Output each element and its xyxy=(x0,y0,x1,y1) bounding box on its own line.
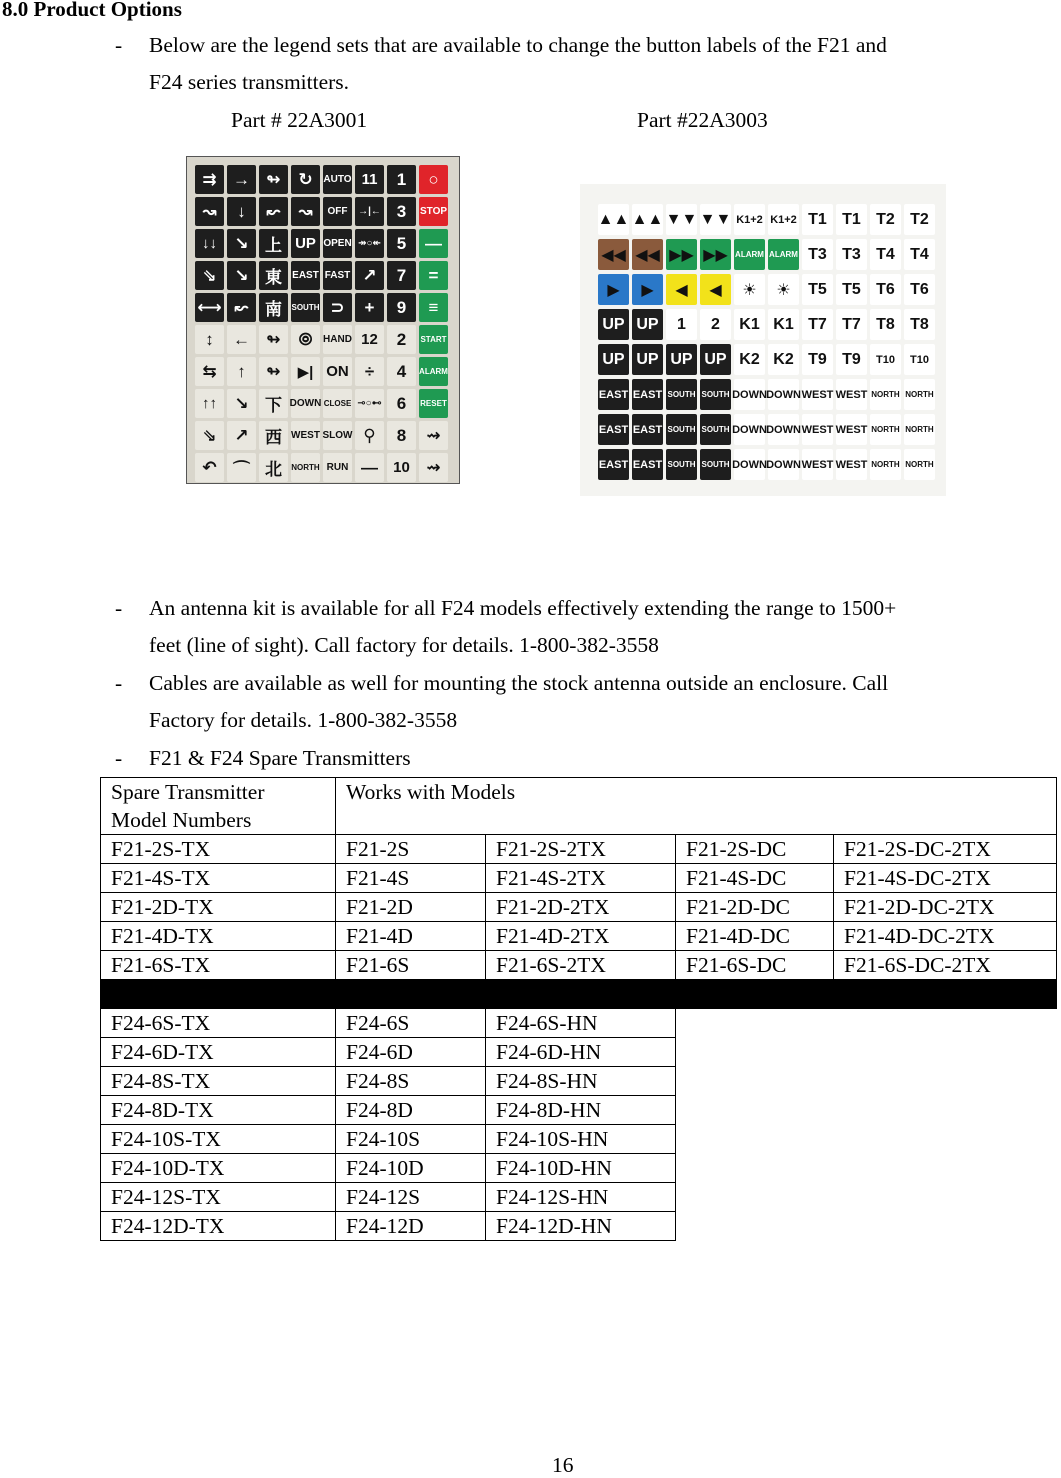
legend-key: ↓↓ xyxy=(195,229,224,258)
legend-key: ▲▲ xyxy=(632,204,663,235)
legend-key: ↘ xyxy=(227,389,256,418)
legend-key: T5 xyxy=(836,274,867,305)
table-cell: F24-8D-TX xyxy=(101,1096,336,1125)
legend-key: ⊃ xyxy=(323,293,352,322)
legend-key: ▼▼ xyxy=(666,204,697,235)
legend-key: ◀ xyxy=(700,274,731,305)
table-row xyxy=(101,893,1057,922)
legend-key: 8 xyxy=(387,421,416,450)
legend-key: EAST xyxy=(632,414,663,445)
table-cell: F24-10S-TX xyxy=(101,1125,336,1154)
legend-key: ALARM xyxy=(768,239,799,270)
legend-key: UP xyxy=(632,309,663,340)
table-separator-row xyxy=(101,980,1057,1009)
table-empty-cell xyxy=(676,1183,1057,1212)
table-row xyxy=(101,1009,1057,1038)
legend-key: T1 xyxy=(802,204,833,235)
table-row xyxy=(101,1125,1057,1154)
table-cell: F24-12S-TX xyxy=(101,1183,336,1212)
legend-key: UP xyxy=(700,344,731,375)
legend-key: ↜ xyxy=(227,293,256,322)
table-empty-cell xyxy=(676,1067,1057,1096)
table-cell: F21-4S-TX xyxy=(101,864,336,893)
table-cell: F21-6S xyxy=(336,951,486,980)
legend-key: FAST xyxy=(323,261,352,290)
part-label-right: Part #22A3003 xyxy=(637,108,768,132)
legend-key: RESET xyxy=(419,389,448,418)
legend-key: ⇆ xyxy=(195,357,224,386)
section-heading: 8.0 Product Options xyxy=(2,0,182,21)
bullet-text-line2: F24 series transmitters. xyxy=(149,70,350,94)
legend-sheet-22A3003 xyxy=(580,184,946,496)
table-cell: F24-6S xyxy=(336,1009,486,1038)
table-cell: F21-2D xyxy=(336,893,486,922)
legend-key: UP xyxy=(666,344,697,375)
legend-key: K1+2 xyxy=(768,204,799,235)
table-cell: F21-2S-DC-2TX xyxy=(834,835,1057,864)
legend-key: T4 xyxy=(870,239,901,270)
legend-key: T3 xyxy=(836,239,867,270)
legend-key: T3 xyxy=(802,239,833,270)
table-empty-cell xyxy=(676,1009,1057,1038)
legend-key: ↻ xyxy=(291,165,320,194)
legend-key: T10 xyxy=(904,344,935,375)
legend-key: EAST xyxy=(632,449,663,480)
legend-key: OFF xyxy=(323,197,352,226)
legend-key: 1 xyxy=(387,165,416,194)
legend-key: UP xyxy=(598,309,629,340)
legend-key: 11 xyxy=(355,165,384,194)
legend-key: ◀◀ xyxy=(598,239,629,270)
legend-key: ALARM xyxy=(734,239,765,270)
table-cell: F24-10S xyxy=(336,1125,486,1154)
legend-key: 4 xyxy=(387,357,416,386)
legend-key: DOWN xyxy=(768,379,799,410)
page-number: 16 xyxy=(552,1453,574,1477)
legend-key: ON xyxy=(323,357,352,386)
table-cell: F21-4D-2TX xyxy=(486,922,676,951)
table-cell: F24-12S xyxy=(336,1183,486,1212)
legend-key: → xyxy=(227,165,256,194)
legend-key: ← xyxy=(227,325,256,354)
legend-key: AUTO xyxy=(323,165,352,194)
legend-key: SOUTH xyxy=(700,414,731,445)
legend-key: EAST xyxy=(598,414,629,445)
legend-key: DOWN xyxy=(734,379,765,410)
legend-key: 下 xyxy=(259,389,288,418)
bullet-text: F21 & F24 Spare Transmitters xyxy=(149,746,411,770)
bullet-text: feet (line of sight). Call factory for details. 1-800-382-3558 xyxy=(149,633,659,657)
legend-key: ▶▶ xyxy=(700,239,731,270)
table-cell: F24-6S-TX xyxy=(101,1009,336,1038)
legend-key: UP xyxy=(632,344,663,375)
legend-key: T7 xyxy=(836,309,867,340)
table-row xyxy=(101,1038,1057,1067)
table-cell: F24-12S-HN xyxy=(486,1183,676,1212)
legend-key: NORTH xyxy=(870,379,901,410)
legend-key: 南 xyxy=(259,293,288,322)
legend-key: ↜ xyxy=(259,197,288,226)
legend-key: SOUTH xyxy=(700,449,731,480)
table-cell: F21-4D-TX xyxy=(101,922,336,951)
table-cell: F21-4D xyxy=(336,922,486,951)
header-works-with-models: Works with Models xyxy=(336,778,1057,835)
legend-key: WEST xyxy=(802,414,833,445)
legend-key: ▶▶ xyxy=(666,239,697,270)
legend-key: ☀ xyxy=(734,274,765,305)
table-cell: F24-10D-HN xyxy=(486,1154,676,1183)
legend-key: UP xyxy=(291,229,320,258)
legend-key: T2 xyxy=(904,204,935,235)
table-cell: F21-4D-DC-2TX xyxy=(834,922,1057,951)
table-cell: F24-12D xyxy=(336,1212,486,1241)
legend-key: T5 xyxy=(802,274,833,305)
legend-key: NORTH xyxy=(870,414,901,445)
legend-key: K1 xyxy=(734,309,765,340)
table-cell: F21-2D-DC xyxy=(676,893,834,922)
bullet-dash: - xyxy=(115,671,123,695)
legend-key: ○ xyxy=(419,165,448,194)
legend-key: ↝ xyxy=(195,197,224,226)
table-cell: F24-6D-HN xyxy=(486,1038,676,1067)
legend-key: K1+2 xyxy=(734,204,765,235)
legend-key: + xyxy=(355,293,384,322)
legend-key: T10 xyxy=(870,344,901,375)
legend-key: STOP xyxy=(419,197,448,226)
legend-key: ↝ xyxy=(291,197,320,226)
legend-key: 北 xyxy=(259,453,288,482)
table-cell: F24-8S-TX xyxy=(101,1067,336,1096)
table-row xyxy=(101,1067,1057,1096)
table-row xyxy=(101,951,1057,980)
legend-key: ◀ xyxy=(666,274,697,305)
legend-key: NORTH xyxy=(904,414,935,445)
legend-key: 1 xyxy=(666,309,697,340)
legend-key: T8 xyxy=(870,309,901,340)
legend-key: 2 xyxy=(387,325,416,354)
table-cell: F21-2S xyxy=(336,835,486,864)
table-row xyxy=(101,1154,1057,1183)
legend-key: K2 xyxy=(768,344,799,375)
legend-key: SOUTH xyxy=(700,379,731,410)
legend-key: ▶ xyxy=(632,274,663,305)
table-row xyxy=(101,1096,1057,1125)
table-row xyxy=(101,1212,1057,1241)
legend-sheet-22A3001 xyxy=(186,156,460,484)
table-cell: F21-2S-2TX xyxy=(486,835,676,864)
legend-key: ⇘ xyxy=(195,261,224,290)
legend-key: 9 xyxy=(387,293,416,322)
legend-key: ≡ xyxy=(419,293,448,322)
legend-key: ↓ xyxy=(227,197,256,226)
legend-key: DOWN xyxy=(768,414,799,445)
table-cell: F21-2D-2TX xyxy=(486,893,676,922)
table-cell: F24-8S xyxy=(336,1067,486,1096)
bullet-dash: - xyxy=(115,596,123,620)
legend-key: ▲▲ xyxy=(598,204,629,235)
table-cell: F24-6D-TX xyxy=(101,1038,336,1067)
legend-key: ▼▼ xyxy=(700,204,731,235)
legend-key: ↬ xyxy=(259,357,288,386)
legend-key: T4 xyxy=(904,239,935,270)
legend-key: EAST xyxy=(291,261,320,290)
legend-key: ↶ xyxy=(195,453,224,482)
spare-transmitter-table xyxy=(100,777,1057,1241)
legend-key: K1 xyxy=(768,309,799,340)
legend-key: ⚲ xyxy=(355,421,384,450)
table-empty-cell xyxy=(676,1038,1057,1067)
legend-key: 上 xyxy=(259,229,288,258)
intro-bullet xyxy=(0,27,1061,101)
table-empty-cell xyxy=(676,1154,1057,1183)
legend-key: SLOW xyxy=(323,421,352,450)
bullet-text: Factory for details. 1-800-382-3558 xyxy=(149,708,458,732)
part-label-left: Part # 22A3001 xyxy=(231,108,368,132)
legend-key: 12 xyxy=(355,325,384,354)
header-spare-transmitter: Spare Transmitter Model Numbers xyxy=(101,778,336,835)
legend-key: UP xyxy=(598,344,629,375)
table-row xyxy=(101,864,1057,893)
bullet-text: An antenna kit is available for all F24 models effectively extending the range to 1500+ xyxy=(149,596,897,620)
table-cell: F21-2D-TX xyxy=(101,893,336,922)
table-cell: F24-12D-HN xyxy=(486,1212,676,1241)
legend-key: HAND xyxy=(323,325,352,354)
legend-key: T6 xyxy=(904,274,935,305)
legend-key: 6 xyxy=(387,389,416,418)
legend-key: ▶ xyxy=(598,274,629,305)
legend-key: ↗ xyxy=(227,421,256,450)
legend-key: SOUTH xyxy=(666,379,697,410)
table-empty-cell xyxy=(676,1212,1057,1241)
legend-key: 7 xyxy=(387,261,416,290)
table-cell: F24-10S-HN xyxy=(486,1125,676,1154)
table-cell: F24-12D-TX xyxy=(101,1212,336,1241)
table-empty-cell xyxy=(676,1125,1057,1154)
legend-key: = xyxy=(419,261,448,290)
table-separator-cell xyxy=(101,980,1057,1009)
legend-key: WEST xyxy=(836,449,867,480)
legend-key: — xyxy=(355,453,384,482)
table-cell: F21-6S-2TX xyxy=(486,951,676,980)
legend-key: 5 xyxy=(387,229,416,258)
legend-key: 3 xyxy=(387,197,416,226)
legend-key: T1 xyxy=(836,204,867,235)
legend-key: WEST xyxy=(802,379,833,410)
legend-key: OPEN xyxy=(323,229,352,258)
legend-key: DOWN xyxy=(734,449,765,480)
legend-key: SOUTH xyxy=(666,414,697,445)
legend-key: ↘ xyxy=(227,229,256,258)
legend-key: 東 xyxy=(259,261,288,290)
table-cell: F21-4S-DC xyxy=(676,864,834,893)
legend-key: T7 xyxy=(802,309,833,340)
legend-key: ↗ xyxy=(355,261,384,290)
table-cell: F21-4S-2TX xyxy=(486,864,676,893)
legend-key: RUN xyxy=(323,453,352,482)
legend-key: WEST xyxy=(291,421,320,450)
legend-key: ◀◀ xyxy=(632,239,663,270)
legend-key: DOWN xyxy=(768,449,799,480)
bullet-dash: - xyxy=(115,33,123,57)
legend-key: ALARM xyxy=(419,357,448,386)
table-header-row xyxy=(101,778,1057,835)
legend-key: SOUTH xyxy=(291,293,320,322)
legend-key: ⌒ xyxy=(227,453,256,482)
legend-key: T2 xyxy=(870,204,901,235)
legend-key: — xyxy=(419,229,448,258)
table-cell: F21-2D-DC-2TX xyxy=(834,893,1057,922)
legend-key: ⇉ xyxy=(195,165,224,194)
legend-key: ↕ xyxy=(195,325,224,354)
table-cell: F21-4D-DC xyxy=(676,922,834,951)
table-cell: F24-6S-HN xyxy=(486,1009,676,1038)
bullet-dash: - xyxy=(115,746,123,770)
table-cell: F21-2S-TX xyxy=(101,835,336,864)
legend-key: DOWN xyxy=(734,414,765,445)
legend-key: ↘ xyxy=(227,261,256,290)
legend-key: 西 xyxy=(259,421,288,450)
table-cell: F21-6S-TX xyxy=(101,951,336,980)
legend-key: ↬ xyxy=(259,325,288,354)
table-cell: F21-4S xyxy=(336,864,486,893)
legend-key: T6 xyxy=(870,274,901,305)
table-cell: F24-10D-TX xyxy=(101,1154,336,1183)
legend-key: START xyxy=(419,325,448,354)
legend-key: ⇘ xyxy=(195,421,224,450)
legend-key: K2 xyxy=(734,344,765,375)
table-empty-cell xyxy=(676,1096,1057,1125)
legend-key: NORTH xyxy=(904,379,935,410)
legend-key: WEST xyxy=(836,414,867,445)
table-cell: F21-2S-DC xyxy=(676,835,834,864)
table-row xyxy=(101,1183,1057,1212)
legend-key: ▶| xyxy=(291,357,320,386)
legend-key: WEST xyxy=(802,449,833,480)
legend-key: NORTH xyxy=(870,449,901,480)
legend-key: ⟷ xyxy=(195,293,224,322)
table-cell: F21-6S-DC xyxy=(676,951,834,980)
legend-key: T9 xyxy=(802,344,833,375)
legend-key: EAST xyxy=(632,379,663,410)
legend-key: 2 xyxy=(700,309,731,340)
legend-key: DOWN xyxy=(291,389,320,418)
table-row xyxy=(101,835,1057,864)
legend-key: T8 xyxy=(904,309,935,340)
bullet-text-line1: Below are the legend sets that are available to change the button labels of the F21 and xyxy=(149,33,887,57)
table-cell: F24-8S-HN xyxy=(486,1067,676,1096)
legend-key: WEST xyxy=(836,379,867,410)
legend-key: NORTH xyxy=(904,449,935,480)
legend-key: ⇝ xyxy=(419,421,448,450)
table-cell: F21-6S-DC-2TX xyxy=(834,951,1057,980)
legend-key: 10 xyxy=(387,453,416,482)
table-cell: F24-10D xyxy=(336,1154,486,1183)
bullet-text: Cables are available as well for mounting the stock antenna outside an enclosure. Call xyxy=(149,671,889,695)
legend-key: ↠○↞ xyxy=(355,229,384,258)
legend-key: ↑ xyxy=(227,357,256,386)
legend-key: ⊸○⊷ xyxy=(355,389,384,418)
table-row xyxy=(101,922,1057,951)
legend-key: →|← xyxy=(355,197,384,226)
legend-key: ⦾ xyxy=(291,325,320,354)
legend-key: SOUTH xyxy=(666,449,697,480)
legend-key: ↑↑ xyxy=(195,389,224,418)
table-cell: F24-8D-HN xyxy=(486,1096,676,1125)
legend-key: ☀ xyxy=(768,274,799,305)
legend-key: EAST xyxy=(598,449,629,480)
legend-key: ⇝ xyxy=(419,453,448,482)
table-cell: F21-4S-DC-2TX xyxy=(834,864,1057,893)
legend-key: ↬ xyxy=(259,165,288,194)
legend-key: CLOSE xyxy=(323,389,352,418)
table-cell: F24-8D xyxy=(336,1096,486,1125)
legend-key: NORTH xyxy=(291,453,320,482)
table-cell: F24-6D xyxy=(336,1038,486,1067)
legend-key: ÷ xyxy=(355,357,384,386)
legend-key: T9 xyxy=(836,344,867,375)
legend-key: EAST xyxy=(598,379,629,410)
